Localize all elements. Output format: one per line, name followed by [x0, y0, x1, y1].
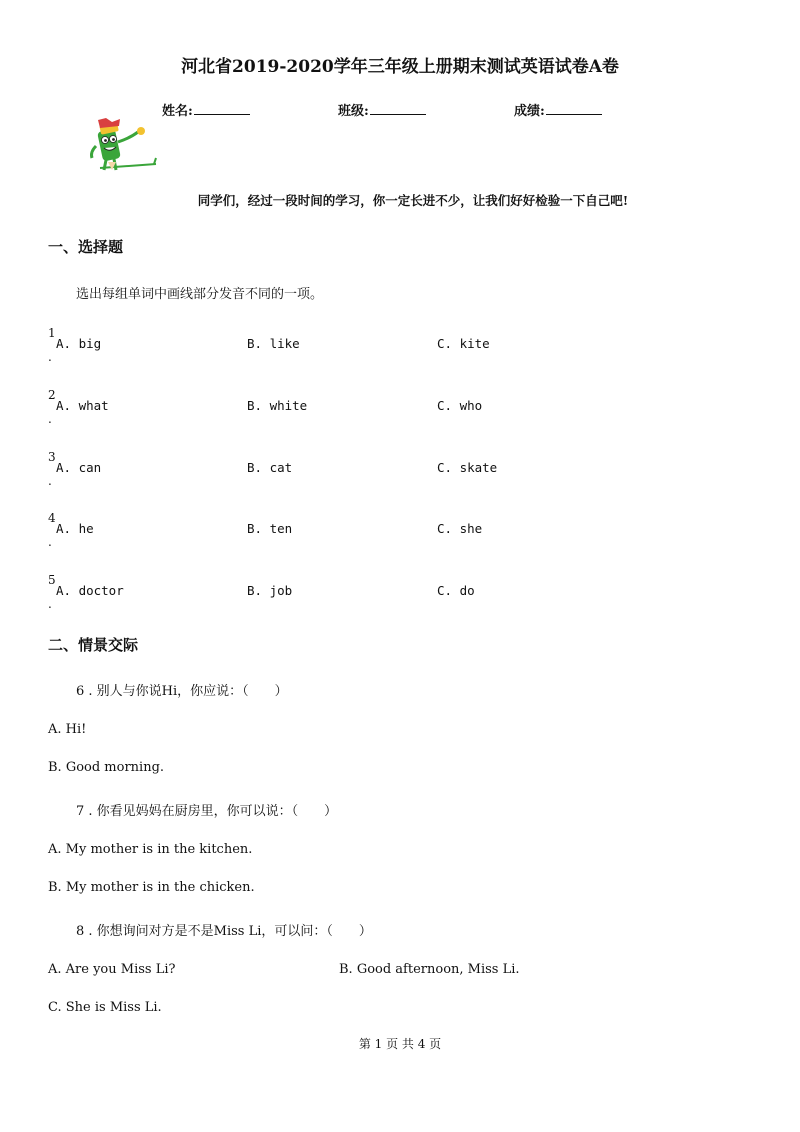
question-7-stem: 7 . 你看见妈妈在厨房里，你可以说：（ ） — [76, 804, 338, 819]
question-number: 3 — [48, 450, 56, 464]
pencil-mascot-icon — [86, 118, 158, 176]
section-heading-choice: 一、选择题 — [48, 238, 124, 256]
question-number: 1 — [48, 326, 56, 340]
question-6-option-b[interactable]: B. Good morning. — [48, 760, 165, 775]
option-a[interactable]: A. doctor — [56, 583, 124, 598]
question-8-option-a[interactable]: A. Are you Miss Li? — [48, 962, 176, 977]
class-field — [338, 100, 426, 119]
option-b[interactable]: B. like — [247, 336, 300, 351]
score-field — [514, 100, 602, 119]
question-6-stem: 6 . 别人与你说Hi，你应说：（ ） — [76, 684, 288, 699]
question-number: 2 — [48, 388, 56, 402]
option-c[interactable]: C. do — [437, 583, 475, 598]
question-dot: . — [48, 597, 52, 611]
question-8-option-b[interactable]: B. Good afternoon, Miss Li. — [339, 962, 520, 977]
option-b[interactable]: B. cat — [247, 460, 293, 475]
question-number: 4 — [48, 511, 56, 525]
option-a[interactable]: A. big — [56, 336, 102, 351]
question-8-stem: 8 . 你想询问对方是不是Miss Li，可以问：（ ） — [76, 924, 372, 939]
class-label: 班级: — [338, 104, 369, 119]
question-6-option-a[interactable]: A. Hi! — [48, 722, 87, 737]
section-instruction: 选出每组单词中画线部分发音不同的一项。 — [76, 287, 324, 302]
option-c[interactable]: C. she — [437, 521, 483, 536]
class-blank — [370, 102, 426, 115]
option-b[interactable]: B. job — [247, 583, 293, 598]
name-blank — [194, 102, 250, 115]
score-label: 成绩: — [514, 104, 545, 119]
question-number: 5 — [48, 573, 56, 587]
name-field — [162, 100, 250, 119]
question-8-option-c[interactable]: C. She is Miss Li. — [48, 1000, 162, 1015]
option-b[interactable]: B. white — [247, 398, 308, 413]
option-c[interactable]: C. who — [437, 398, 483, 413]
option-a[interactable]: A. can — [56, 460, 102, 475]
question-dot: . — [48, 474, 52, 488]
question-7-option-b[interactable]: B. My mother is in the chicken. — [48, 880, 255, 895]
question-dot: . — [48, 412, 52, 426]
page-title: 河北省2019-2020学年三年级上册期末测试英语试卷A卷 — [181, 57, 619, 77]
score-blank — [546, 102, 602, 115]
question-dot: . — [48, 535, 52, 549]
option-c[interactable]: C. skate — [437, 460, 498, 475]
option-a[interactable]: A. what — [56, 398, 109, 413]
option-b[interactable]: B. ten — [247, 521, 293, 536]
question-dot: . — [48, 350, 52, 364]
section-heading-dialogue: 二、情景交际 — [48, 636, 139, 654]
option-c[interactable]: C. kite — [437, 336, 490, 351]
name-label: 姓名: — [162, 104, 193, 119]
question-7-option-a[interactable]: A. My mother is in the kitchen. — [48, 842, 253, 857]
page-footer: 第 1 页 共 4 页 — [358, 1037, 442, 1051]
option-a[interactable]: A. he — [56, 521, 94, 536]
intro-text: 同学们，经过一段时间的学习，你一定长进不少，让我们好好检验一下自己吧! — [197, 193, 629, 208]
